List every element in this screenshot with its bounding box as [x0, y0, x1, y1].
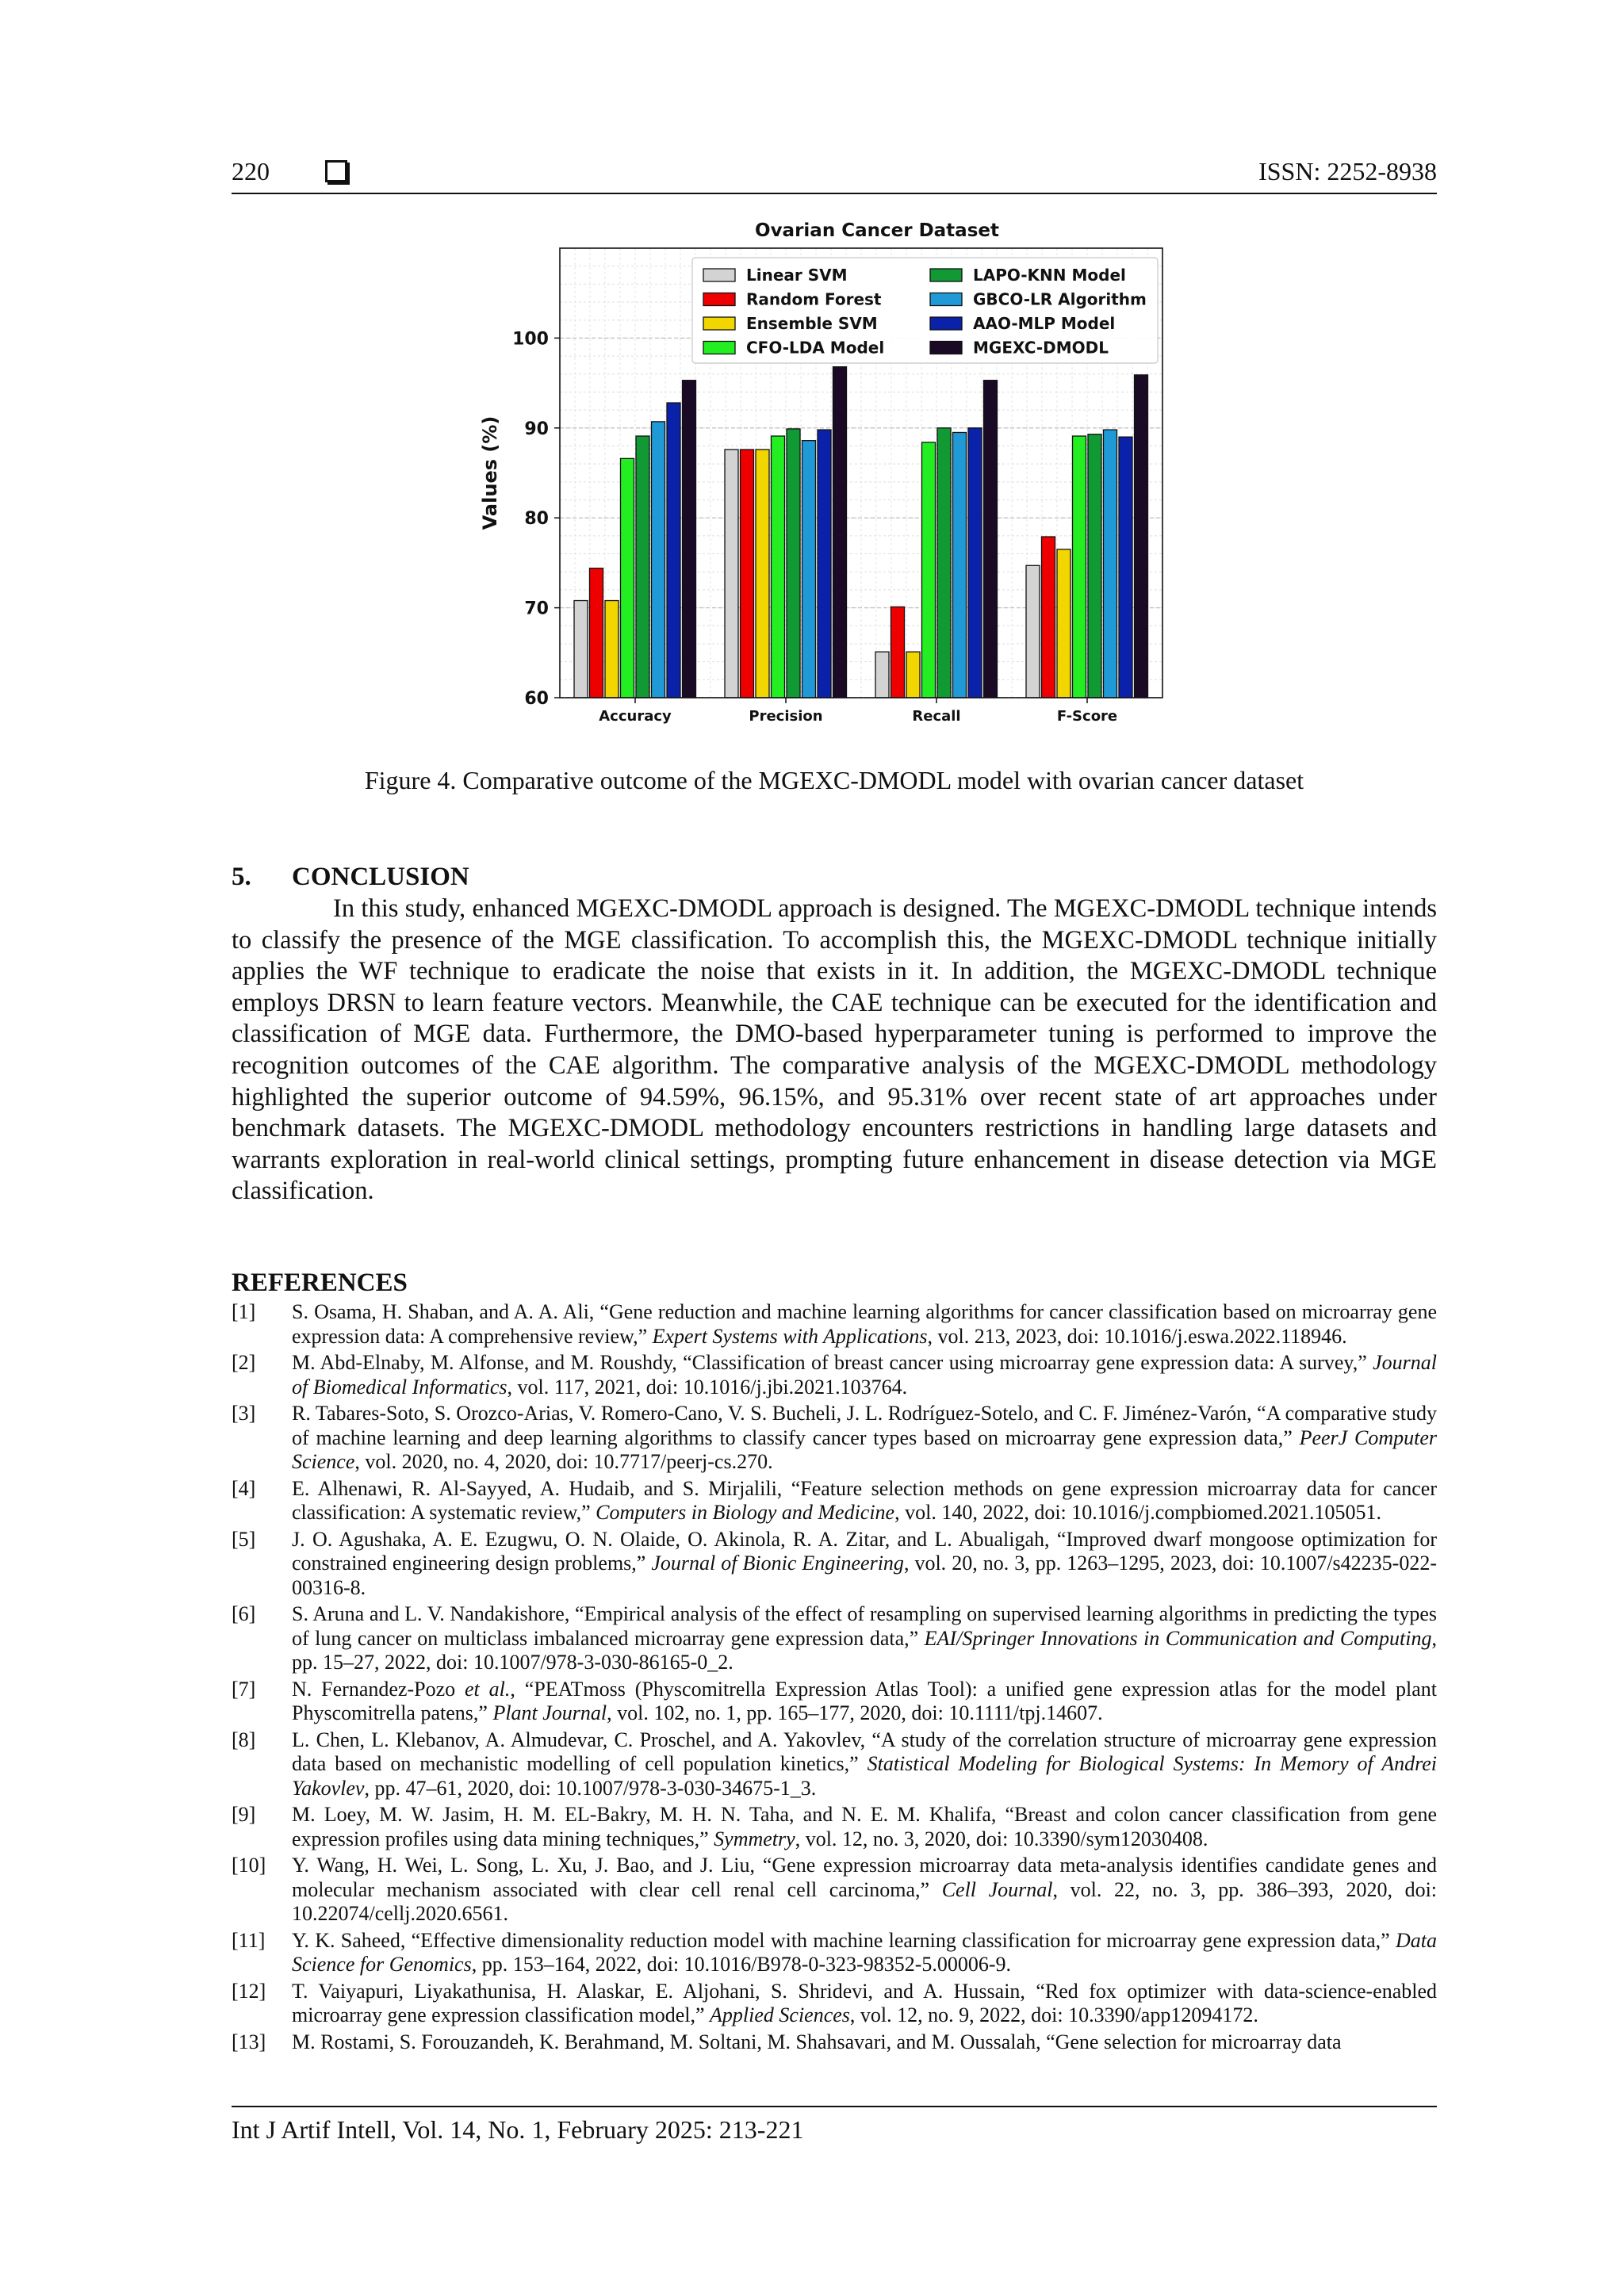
reference-details: , pp. 15–27, 2022, doi: 10.1007/978-3-030-86165-0_2. — [292, 1626, 1437, 1674]
bar-mgexc-dmodl — [984, 381, 998, 698]
reference-number: [11] — [232, 1928, 266, 1952]
reference-item — [232, 1300, 1437, 1349]
reference-item — [232, 1678, 1437, 1726]
reference-item — [232, 1477, 1437, 1525]
reference-text: R. Tabares-Soto, S. Orozco-Arias, V. Romero-Cano, V. S. Bucheli, J. L. Rodríguez-Sotelo, and C. F. Jiménez-Varón, “A comparative study of machine learning and deep learning algorithms to classify cancer types based on microarray gene expression data,” — [292, 1402, 1437, 1449]
reference-text: T. Vaiyapuri, Liyakathunisa, H. Alaskar, E. Aljohani, S. Shridevi, and A. Hussain, “Red fox optimizer with data-science-enabled microarray gene expression classification model,” — [292, 1979, 1437, 2026]
reference-journal: Computers in Biology and Medicine — [596, 1501, 895, 1524]
x-tick-label: F-Score — [1056, 708, 1118, 725]
legend-swatch — [703, 342, 735, 354]
reference-item — [232, 1803, 1437, 1851]
y-tick-label: 70 — [524, 599, 549, 619]
x-tick-label: Precision — [749, 708, 823, 725]
section-number: 5. — [232, 863, 251, 891]
reference-details: , vol. 12, no. 9, 2022, doi: 10.3390/app12094172. — [849, 2003, 1258, 2026]
reference-details: , vol. 22, no. 3, pp. 386–393, 2020, doi: 10.22074/cellj.2020.6561. — [292, 1877, 1438, 1925]
reference-text: S. Osama, H. Shaban, and A. A. Ali, “Gene reduction and machine learning algorithms for cancer classification based on microarray gene expression data: A comprehensive review,” — [292, 1300, 1437, 1348]
bar-linear-svm — [725, 450, 738, 698]
bar-cfo-lda-model — [621, 458, 634, 698]
legend-label: Ensemble SVM — [746, 314, 878, 333]
footer-rule — [232, 2106, 1437, 2107]
reference-journal: PeerJ Computer Science — [292, 1425, 1438, 1473]
x-tick-label: Accuracy — [599, 708, 672, 725]
legend-label: CFO-LDA Model — [746, 338, 885, 358]
reference-journal: Statistical Modeling for Biological Systems: In Memory of Andrei Yakovlev — [292, 1752, 1438, 1800]
bar-aao-mlp-model — [968, 428, 982, 698]
bar-random-forest — [741, 450, 754, 698]
reference-journal: Data Science for Genomics — [292, 1928, 1437, 1976]
reference-journal: Plant Journal — [492, 1701, 607, 1724]
bar-gbco-lr-algorithm — [802, 441, 816, 698]
y-tick-label: 90 — [524, 419, 549, 439]
reference-text: J. O. Agushaka, A. E. Ezugwu, O. N. Olaide, O. Akinola, R. A. Zitar, and L. Abualigah, “Improved dwarf mongoose optimization for constrained engineering design problems,” — [292, 1527, 1437, 1575]
reference-details: , vol. 20, no. 3, pp. 1263–1295, 2023, doi: 10.1007/s42235-022-00316-8. — [292, 1552, 1437, 1599]
reference-details: , vol. 2020, no. 4, 2020, doi: 10.7717/peerj-cs.270. — [354, 1450, 773, 1473]
reference-number: [4] — [232, 1476, 256, 1500]
reference-item — [232, 1402, 1437, 1475]
bar-lapo-knn-model — [937, 428, 951, 698]
y-axis-label: Values (%) — [479, 415, 501, 530]
legend-swatch — [703, 269, 735, 281]
reference-item — [232, 1528, 1437, 1601]
bar-linear-svm — [574, 601, 588, 698]
reference-journal: Applied Sciences — [710, 2003, 850, 2026]
bar-gbco-lr-algorithm — [953, 432, 967, 698]
reference-details: , pp. 153–164, 2022, doi: 10.1016/B978-0-323-98352-5.00006-9. — [471, 1953, 1012, 1976]
reference-text: E. Alhenawi, R. Al-Sayyed, A. Hudaib, and S. Mirjalili, “Feature selection methods on gene expression microarray data for cancer classification: A systematic review,” — [292, 1476, 1437, 1524]
bar-random-forest — [1042, 537, 1055, 698]
legend-swatch — [930, 317, 962, 330]
legend-swatch — [930, 342, 962, 354]
reference-journal: Journal of Biomedical Informatics — [292, 1351, 1437, 1399]
reference-item — [232, 1602, 1437, 1675]
bar-lapo-knn-model — [636, 436, 649, 698]
bar-linear-svm — [875, 652, 889, 698]
references-heading: REFERENCES — [232, 1269, 408, 1297]
reference-number: [10] — [232, 1854, 266, 1877]
reference-text: N. Fernandez-Pozo — [292, 1677, 465, 1701]
y-tick-label: 80 — [524, 509, 549, 530]
reference-etal: et al. — [465, 1677, 511, 1701]
bar-gbco-lr-algorithm — [652, 422, 665, 698]
bar-random-forest — [891, 607, 905, 698]
bar-cfo-lda-model — [772, 436, 785, 698]
reference-number: [8] — [232, 1728, 256, 1751]
y-tick-label: 60 — [524, 689, 549, 709]
bar-lapo-knn-model — [787, 429, 800, 698]
header-rule — [232, 193, 1437, 194]
bar-cfo-lda-model — [1073, 436, 1086, 698]
reference-item — [232, 1728, 1437, 1801]
bar-cfo-lda-model — [922, 442, 936, 698]
reference-item — [232, 1980, 1437, 2028]
bar-mgexc-dmodl — [1135, 375, 1148, 698]
figure-caption: Figure 4. Comparative outcome of the MGEXC-DMODL model with ovarian cancer dataset — [364, 766, 1304, 794]
reference-journal: Journal of Bionic Engineering — [651, 1552, 904, 1575]
reference-details: , vol. 140, 2022, doi: 10.1016/j.compbiomed.2021.105051. — [894, 1501, 1381, 1524]
legend-label: AAO-MLP Model — [973, 314, 1116, 333]
bar-mgexc-dmodl — [683, 381, 696, 698]
reference-journal: Cell Journal — [941, 1877, 1053, 1901]
bar-ensemble-svm — [756, 450, 769, 698]
bar-ensemble-svm — [906, 652, 920, 698]
reference-item — [232, 1929, 1437, 1977]
bar-aao-mlp-model — [818, 430, 831, 698]
bar-mgexc-dmodl — [833, 367, 847, 698]
square-icon — [325, 160, 347, 182]
bar-chart — [474, 212, 1188, 752]
bar-aao-mlp-model — [667, 403, 680, 698]
x-tick-label: Recall — [912, 708, 961, 725]
reference-text: L. Chen, L. Klebanov, A. Almudevar, C. Proschel, and A. Yakovlev, “A study of the correlation structure of microarray gene expression data based on mechanistic modelling of cell population kinetics,” — [292, 1728, 1437, 1775]
section-heading — [232, 859, 469, 894]
legend-swatch — [930, 293, 962, 306]
reference-text: M. Rostami, S. Forouzandeh, K. Berahmand, M. Soltani, M. Shahsavari, and M. Oussalah, “Gene selection for microarray data — [292, 2030, 1342, 2053]
reference-text: S. Aruna and L. V. Nandakishore, “Empirical analysis of the effect of resampling on supervised learning algorithms in predicting the types of lung cancer on multiclass imbalanced microarray gene expression data,” — [292, 1602, 1437, 1650]
bar-aao-mlp-model — [1119, 437, 1132, 698]
reference-text: Y. K. Saheed, “Effective dimensionality reduction model with machine learning classification for microarray gene expression data,” — [292, 1928, 1396, 1952]
reference-details: , pp. 47–61, 2020, doi: 10.1007/978-3-030-34675-1_3. — [364, 1776, 817, 1800]
bar-linear-svm — [1026, 565, 1040, 698]
reference-number: [3] — [232, 1402, 256, 1425]
bar-gbco-lr-algorithm — [1104, 430, 1117, 698]
reference-number: [9] — [232, 1803, 256, 1826]
reference-item — [232, 2030, 1437, 2055]
legend-swatch — [703, 317, 735, 330]
reference-item — [232, 1351, 1437, 1399]
reference-journal: EAI/Springer Innovations in Communication and Computing — [924, 1626, 1432, 1650]
reference-number: [7] — [232, 1677, 256, 1701]
reference-text: Y. Wang, H. Wei, L. Song, L. Xu, J. Bao, and J. Liu, “Gene expression microarray data meta-analysis identifies candidate genes and molecular mechanism associated with clear cell renal cell carcinoma,” — [292, 1854, 1437, 1901]
bar-ensemble-svm — [1057, 549, 1071, 698]
references-list — [232, 1300, 1437, 2057]
reference-details: , vol. 12, no. 3, 2020, doi: 10.3390/sym12030408. — [795, 1827, 1208, 1850]
page-number: 220 — [232, 157, 270, 186]
legend-label: Random Forest — [746, 289, 882, 309]
reference-item — [232, 1854, 1437, 1927]
reference-details: , vol. 102, no. 1, pp. 165–177, 2020, doi: 10.1111/tpj.14607. — [607, 1701, 1103, 1724]
page-header — [232, 152, 1437, 190]
bar-ensemble-svm — [605, 601, 619, 698]
reference-number: [12] — [232, 1979, 266, 2003]
legend-swatch — [930, 269, 962, 281]
figure-4 — [474, 212, 1188, 752]
reference-text: M. Abd-Elnaby, M. Alfonse, and M. Roushdy, “Classification of breast cancer using microarray gene expression data: A survey,” — [292, 1351, 1373, 1374]
bar-random-forest — [590, 568, 603, 698]
legend-label: Linear SVM — [746, 266, 848, 285]
legend-label: GBCO-LR Algorithm — [973, 289, 1147, 309]
bar-lapo-knn-model — [1088, 434, 1101, 698]
reference-details: , vol. 117, 2021, doi: 10.1016/j.jbi.2021.103764. — [507, 1375, 908, 1399]
reference-details: , vol. 213, 2023, doi: 10.1016/j.eswa.2022.118946. — [927, 1324, 1347, 1348]
y-tick-label: 100 — [512, 329, 549, 350]
reference-number: [6] — [232, 1602, 256, 1625]
reference-number: [5] — [232, 1527, 256, 1551]
section-title: CONCLUSION — [292, 863, 469, 891]
reference-number: [13] — [232, 2030, 266, 2053]
reference-text: M. Loey, M. W. Jasim, H. M. EL-Bakry, M. H. N. Taha, and N. E. M. Khalifa, “Breast and colon cancer classification from gene expression profiles using data mining techniques,” — [292, 1803, 1437, 1850]
chart-title: Ovarian Cancer Dataset — [755, 220, 999, 241]
legend-label: LAPO-KNN Model — [973, 266, 1126, 285]
page-footer: Int J Artif Intell, Vol. 14, No. 1, February 2025: 213-221 — [232, 2115, 804, 2144]
reference-number: [1] — [232, 1300, 256, 1323]
conclusion-paragraph: In this study, enhanced MGEXC-DMODL approach is designed. The MGEXC-DMODL technique intends to classify the presence of the MGE classification. To accomplish this, the MGEXC-DMODL technique initially applies the WF technique to eradicate the noise that exists in it. In addition, the MGEXC-DMODL technique employs DRSN to learn feature vectors. Meanwhile, the CAE technique can be executed for the identification and classification of MGE data. Furthermore, the DMO-based hyperparameter tuning is performed to improve the recognition outcomes of the CAE algorithm. The comparative analysis of the MGEXC-DMODL methodology highlighted the superior outcome of 94.59%, 96.15%, and 95.31% over recent state of art approaches under benchmark datasets. The MGEXC-DMODL methodology encounters restrictions in handling large datasets and warrants exploration in real-world clinical settings, prompting future enhancement in disease detection via MGE classification. — [232, 894, 1437, 1206]
reference-journal: Expert Systems with Applications — [652, 1324, 928, 1348]
issn: ISSN: 2252-8938 — [1258, 157, 1437, 186]
reference-number: [2] — [232, 1351, 256, 1374]
reference-text: , “PEATmoss (Physcomitrella Expression Atlas Tool): a unified gene expression atlas for the model plant Physcomitrella patens,” — [292, 1677, 1437, 1724]
legend-label: MGEXC-DMODL — [973, 338, 1109, 358]
legend-swatch — [703, 293, 735, 306]
reference-journal: Symmetry — [714, 1827, 795, 1850]
